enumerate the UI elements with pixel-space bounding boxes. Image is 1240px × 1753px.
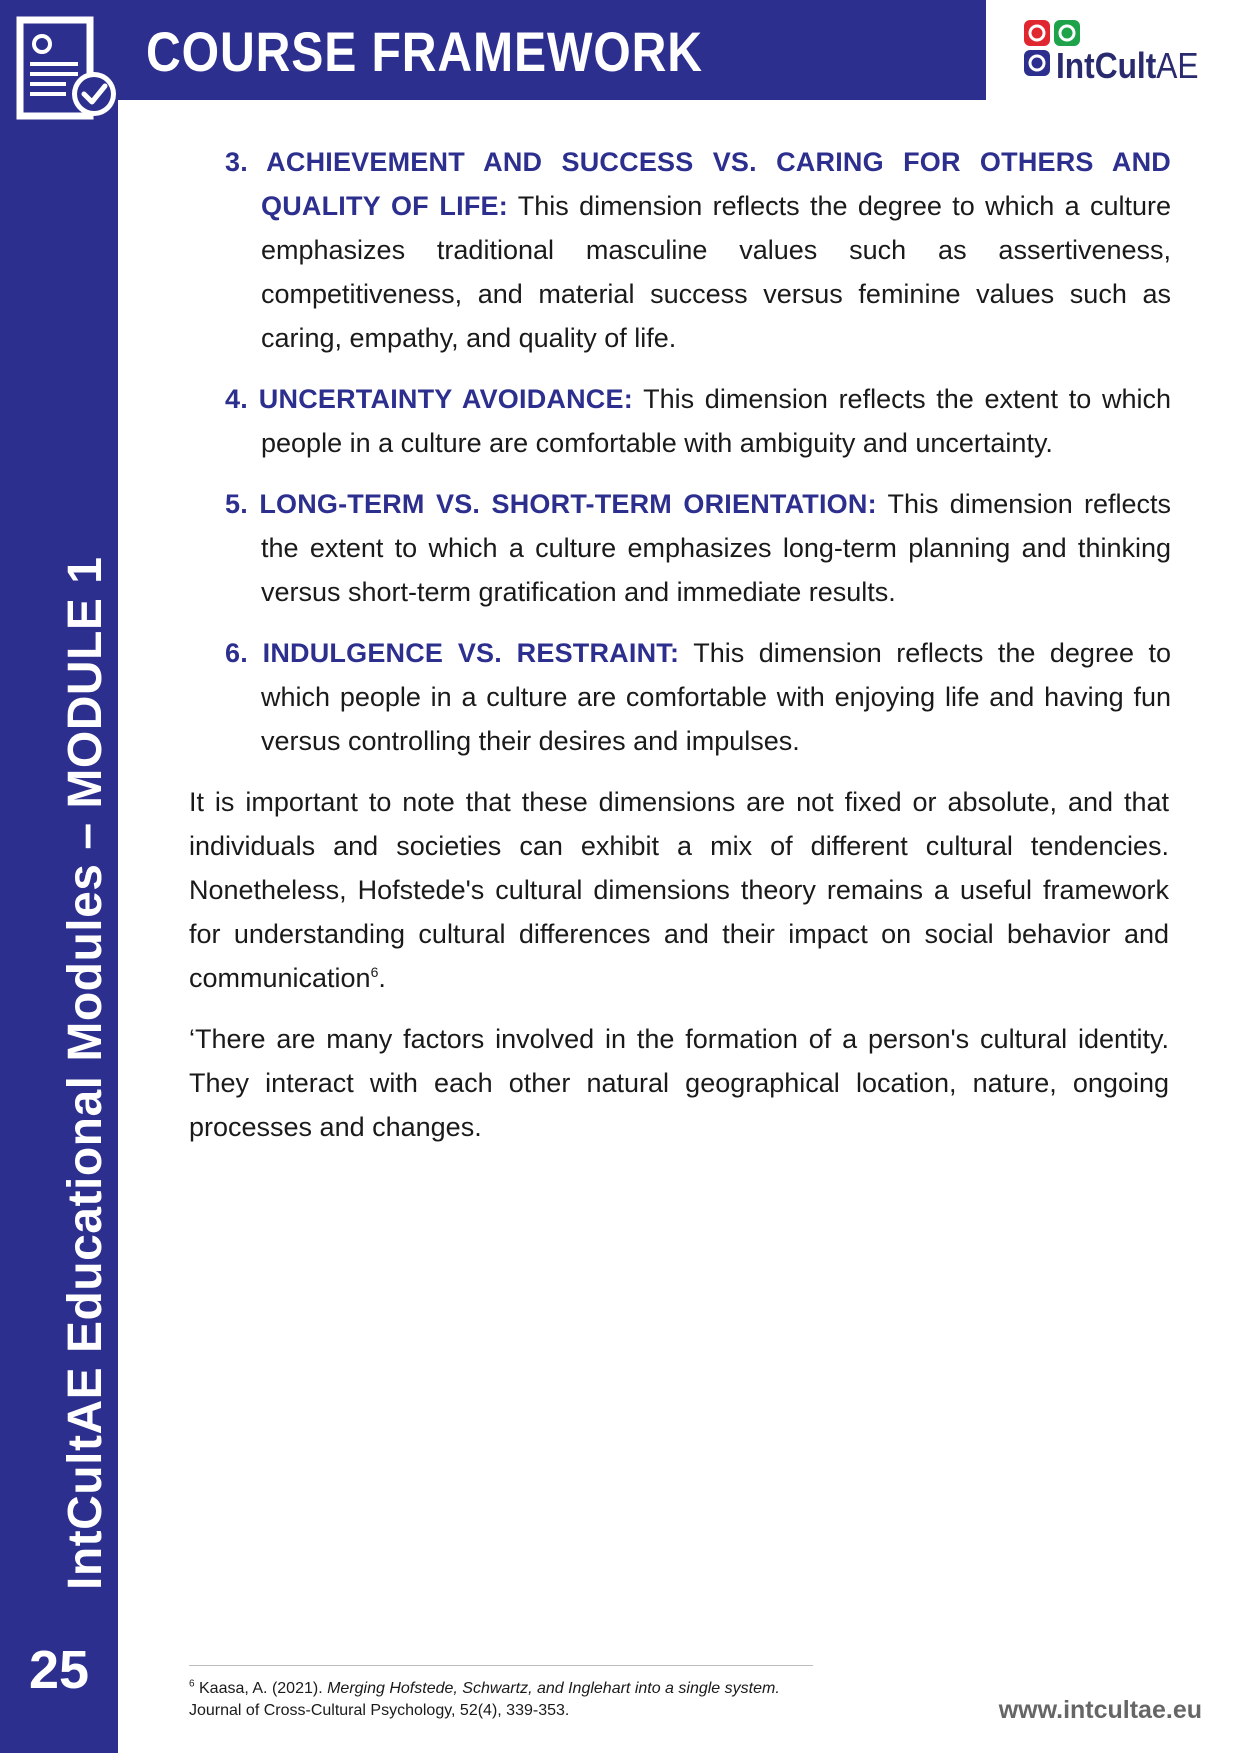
footnote-author: Kaasa, A. (2021). bbox=[194, 1680, 328, 1697]
dimension-term: 4. UNCERTAINTY AVOIDANCE: bbox=[225, 384, 633, 414]
footnote-title: Merging Hofstede, Schwartz, and Inglehart into a single system. bbox=[327, 1680, 780, 1697]
dimension-text: This dimension reflects the degree to which people in a culture are comfortable with enjoying life and having fun versus controlling their desires and impulses. bbox=[261, 638, 1171, 756]
body-paragraph bbox=[189, 780, 1169, 1000]
page-number: 25 bbox=[28, 1640, 90, 1700]
page-title: COURSE FRAMEWORK bbox=[146, 20, 703, 83]
dimension-text: This dimension reflects the extent to which people in a culture are comfortable with ambiguity and uncertainty. bbox=[261, 384, 1171, 458]
list-item bbox=[225, 140, 1171, 360]
footnote-reference[interactable]: 6 bbox=[370, 964, 379, 980]
list-item bbox=[225, 482, 1171, 614]
dimension-term: 3. ACHIEVEMENT AND SUCCESS VS. CARING FOR OTHERS AND QUALITY OF LIFE: bbox=[225, 147, 1171, 221]
main-content bbox=[189, 140, 1169, 1166]
dimension-text: This dimension reflects the extent to which a culture emphasizes long-term planning and thinking versus short-term gratification and immediate results. bbox=[261, 489, 1171, 607]
list-item bbox=[225, 631, 1171, 763]
paragraph-text: It is important to note that these dimensions are not fixed or absolute, and that individuals and societies can exhibit a mix of different cultural tendencies. Nonetheless, Hofstede's cultural dimensions theory remains a useful framework for understanding cultural differences and their impact on social behavior and communication bbox=[189, 787, 1169, 993]
footnote bbox=[189, 1678, 829, 1722]
list-item bbox=[225, 377, 1171, 465]
body-paragraph: ‘There are many factors involved in the formation of a person's cultural identity. They interact with each other natural geographical location, nature, ongoing processes and changes. bbox=[189, 1024, 1169, 1142]
website-link[interactable]: www.intcultae.eu bbox=[998, 1696, 1202, 1724]
paragraph-end: . bbox=[378, 963, 386, 993]
footnote-number: 6 bbox=[189, 1678, 195, 1690]
checklist-icon bbox=[16, 16, 120, 128]
module-vertical-title: IntCultAE Educational Modules – MODULE 1 bbox=[59, 556, 112, 1590]
footnote-journal: Journal of Cross-Cultural Psychology, 52(4), 339-353. bbox=[189, 1702, 570, 1719]
dimensions-list bbox=[225, 140, 1171, 763]
dimension-term: 6. INDULGENCE VS. RESTRAINT: bbox=[225, 638, 680, 668]
dimension-term: 5. LONG-TERM VS. SHORT-TERM ORIENTATION: bbox=[225, 489, 877, 519]
intcultae-logo bbox=[1022, 18, 1202, 88]
footnote-divider bbox=[189, 1665, 813, 1666]
logo-wordmark: IntCultAE bbox=[1056, 45, 1199, 86]
dimension-text: This dimension reflects the degree to which a culture emphasizes traditional masculine values such as assertiveness, competitiveness, and material success versus feminine values such as caring, empathy, and quality of life. bbox=[261, 191, 1171, 353]
